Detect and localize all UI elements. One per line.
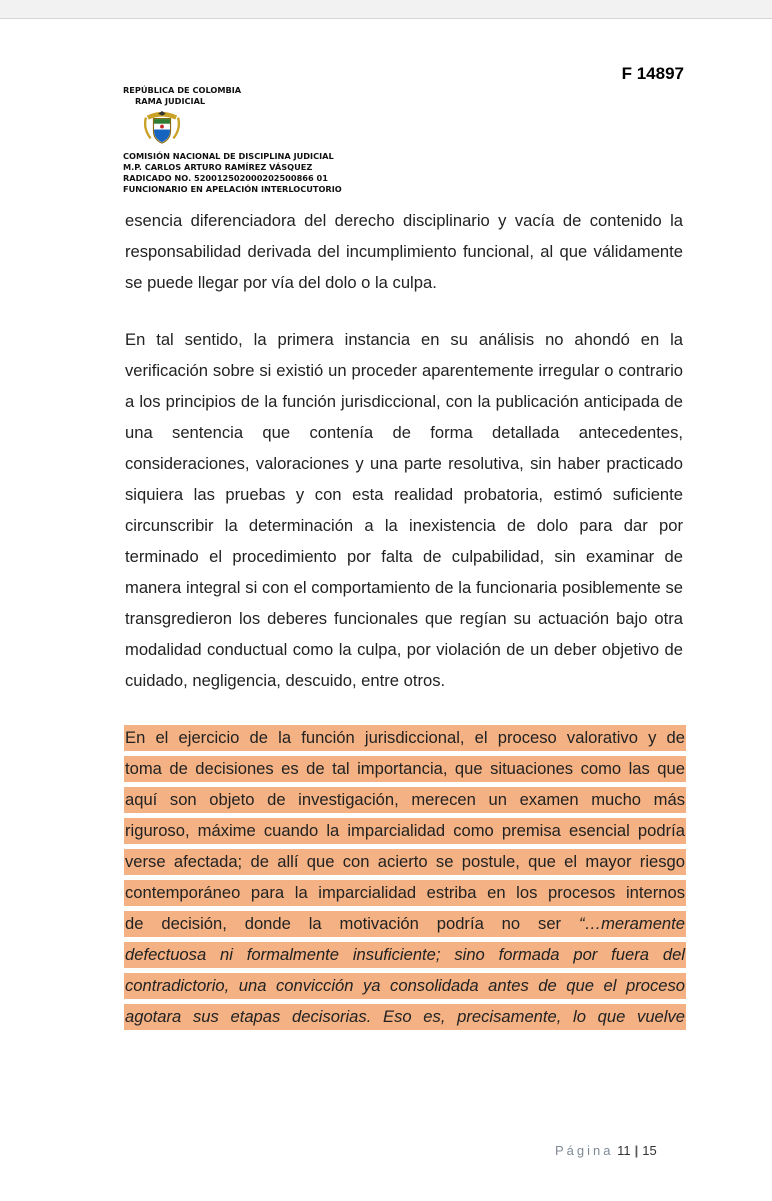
highlighted-line-quote: contradictorio, una convicción ya consolidada antes de que el proceso bbox=[124, 973, 686, 999]
radicado-label: RADICADO NO. 520012502000202500866 01 bbox=[123, 173, 328, 183]
funcionario-label: FUNCIONARIO EN APELACIÓN INTERLOCUTORIO bbox=[123, 184, 342, 194]
page-label: Página bbox=[555, 1143, 614, 1158]
file-number: F 14897 bbox=[621, 64, 684, 83]
page-footer bbox=[555, 1143, 657, 1158]
highlighted-line: verse afectada; de allí que con acierto se postule, que el mayor riesgo bbox=[124, 849, 686, 875]
document-body bbox=[125, 205, 683, 722]
republic-label: REPÚBLICA DE COLOMBIA bbox=[123, 85, 242, 95]
paragraph-2: En tal sentido, la primera instancia en su análisis no ahondó en la verificación sobre si existió un proceder aparentemente irregular o contrario a los principios de la función jurisdiccional, con la publicación anticipada de una sentencia que contenía de forma detallada antecedentes, consideraciones, valoraciones y una parte resolutiva, sin haber practicado siquiera las pruebas y con esta realidad probatoria, estimó suficiente circunscribir la determinación a la inexistencia de dolo para dar por terminado el procedimiento por falta de culpabilidad, sin examinar de manera integral si con el comportamiento de la funcionaria posiblemente se transgredieron los deberes funcionales que regían su actuación bajo otra modalidad conductual como la culpa, por violación de un deber objetivo de cuidado, negligencia, descuido, entre otros. bbox=[125, 330, 683, 690]
document-page bbox=[0, 18, 772, 1201]
magistrate-label: M.P. CARLOS ARTURO RAMÍREZ VÁSQUEZ bbox=[123, 162, 313, 172]
coat-of-arms-icon bbox=[143, 110, 181, 146]
letterhead bbox=[123, 85, 342, 195]
highlighted-line: riguroso, máxime cuando la imparcialidad como premisa esencial podría bbox=[124, 818, 686, 844]
highlighted-line: contemporáneo para la imparcialidad estriba en los procesos internos bbox=[124, 880, 686, 906]
highlighted-line: En el ejercicio de la función jurisdiccional, el proceso valorativo y de bbox=[124, 725, 686, 751]
branch-label: RAMA JUDICIAL bbox=[135, 96, 206, 106]
highlighted-line: aquí son objeto de investigación, merecen un examen mucho más bbox=[124, 787, 686, 813]
highlighted-line-quote: defectuosa ni formalmente insuficiente; sino formada por fuera del bbox=[124, 942, 686, 968]
highlighted-line: de decisión, donde la motivación podría no ser “…meramente bbox=[124, 911, 686, 937]
page-number: 11 bbox=[617, 1143, 631, 1158]
highlighted-line: toma de decisiones es de tal importancia, que situaciones como las que bbox=[124, 756, 686, 782]
highlighted-line-quote: agotara sus etapas decisorias. Eso es, precisamente, lo que vuelve bbox=[124, 1004, 686, 1030]
paragraph-1: esencia diferenciadora del derecho disciplinario y vacía de contenido la responsabilidad derivada del incumplimiento funcional, al que válidamente se puede llegar por vía del dolo o la culpa. bbox=[125, 211, 683, 292]
page-separator: | bbox=[634, 1143, 639, 1158]
commission-label: COMISIÓN NACIONAL DE DISCIPLINA JUDICIAL bbox=[123, 151, 334, 161]
highlighted-paragraph bbox=[124, 725, 686, 1035]
total-pages: 15 bbox=[642, 1143, 657, 1158]
